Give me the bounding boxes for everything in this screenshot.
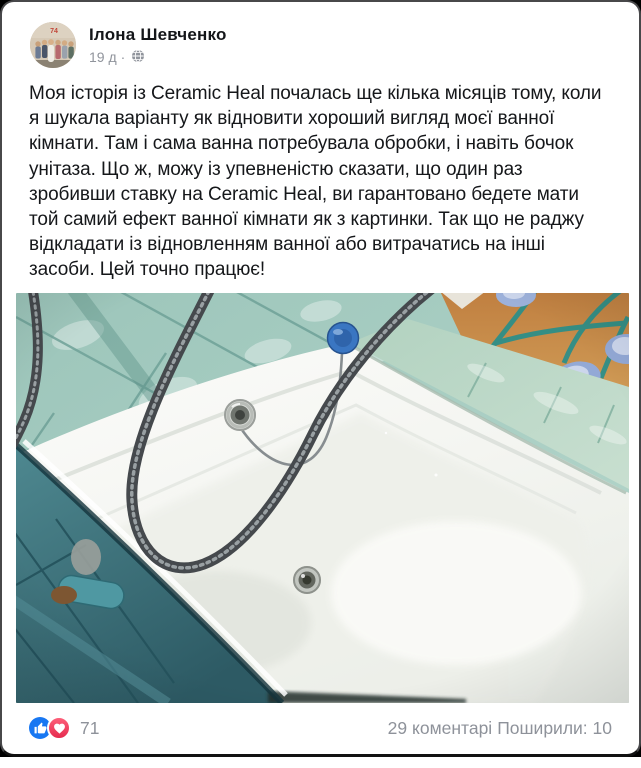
author-name[interactable]: Ілона Шевченко — [89, 25, 227, 44]
reaction-count[interactable]: 71 — [80, 717, 100, 738]
photo-vignette — [16, 293, 629, 703]
header-meta — [89, 22, 227, 66]
avatar-badge-text: 74 — [50, 28, 58, 35]
meta-dot: · — [120, 49, 126, 66]
shares-count[interactable]: Поширили: 10 — [497, 717, 612, 738]
avatar[interactable] — [30, 22, 76, 68]
avatar-group-photo — [30, 22, 76, 68]
post-meta-row — [89, 49, 227, 66]
post-time[interactable]: 19 д — [89, 49, 117, 66]
reactions-summary[interactable] — [29, 716, 99, 740]
post-text: Моя історія із Ceramic Heal почалась ще кілька місяців тому, коли я шукала варіанту як відновити хороший вигляд моєї ванної кімнати. Там і сама ванна потребувала обробки, і навіть бочок унітаза. Що ж, можу із упевненістю сказати, що один раз зробивши ставку на Ceramic Heal, ви гарантовано бедете мати той самий ефект ванної кімнати як з картинки. Так що не раджу відкладати із відновленням ванної або витрачатись на інші засоби. Цей точно працює! — [29, 83, 602, 281]
globe-icon — [131, 49, 145, 66]
heart-icon[interactable] — [47, 716, 71, 740]
post-header — [2, 2, 639, 68]
comments-count[interactable]: 29 коментарі — [387, 717, 493, 738]
post-footer — [2, 703, 639, 754]
footer-counters — [388, 718, 612, 739]
post-photo[interactable] — [16, 293, 629, 703]
